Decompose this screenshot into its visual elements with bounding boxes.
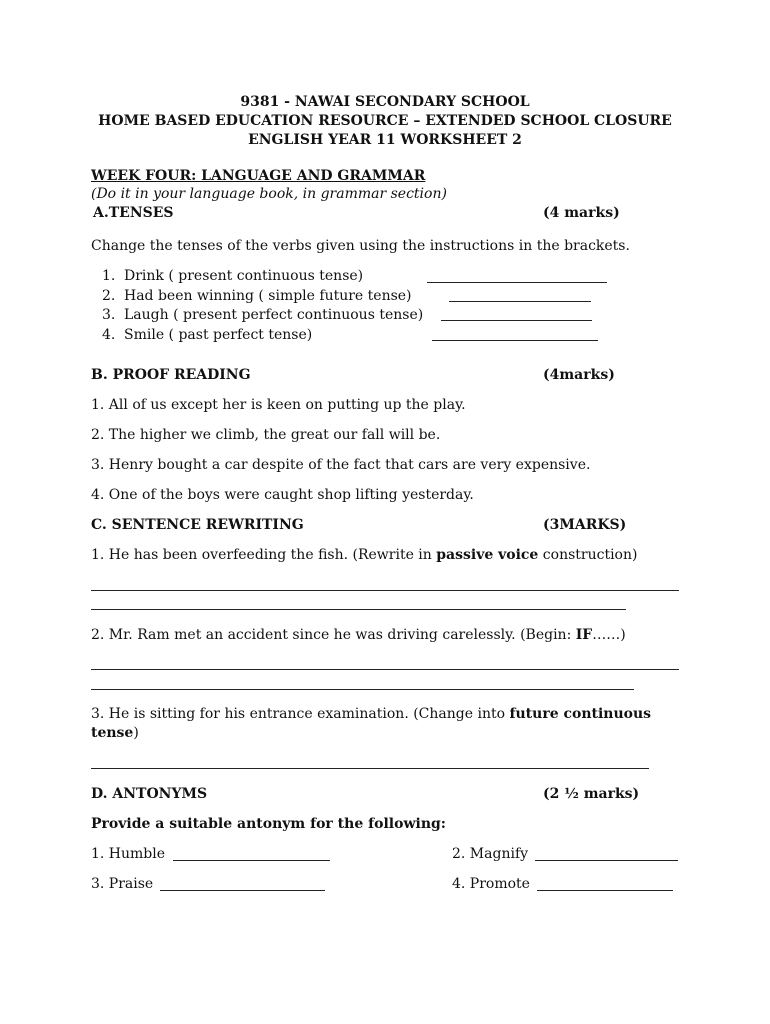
- rewrite-q2-keyword: IF: [575, 627, 593, 643]
- antonyms-heading: D. ANTONYMS: [91, 786, 208, 802]
- antonym-item-4: 4. Promote: [452, 876, 530, 892]
- proof-item-1: 1. All of us except her is keen on putting up the play.: [91, 397, 466, 413]
- antonym-item-2: 2. Magnify: [452, 846, 529, 862]
- tenses-item-3-number: 3.: [102, 307, 116, 323]
- rewrite-question-1: [91, 546, 637, 564]
- proof-heading: B. PROOF READING: [91, 367, 251, 383]
- rewrite-marks: (3MARKS): [543, 517, 627, 533]
- antonyms-marks: (2 ½ marks): [543, 786, 640, 802]
- tenses-answer-line-2[interactable]: [449, 301, 591, 302]
- week-title: WEEK FOUR: LANGUAGE AND GRAMMAR: [91, 168, 426, 184]
- resource-title: HOME BASED EDUCATION RESOURCE – EXTENDED SCHOOL CLOSURE: [98, 113, 672, 129]
- rewrite-answer-line-3[interactable]: [91, 768, 649, 769]
- tenses-item-3: Laugh ( present perfect continuous tense): [124, 307, 424, 323]
- rewrite-answer-line-2b[interactable]: [91, 689, 634, 690]
- rewrite-question-3-cont: [91, 724, 139, 742]
- rewrite-q1-keyword: passive voice: [436, 547, 539, 563]
- rewrite-q2-tail: ……): [592, 627, 626, 643]
- rewrite-q3-keyword-2: tense: [91, 725, 134, 741]
- tenses-item-2: Had been winning ( simple future tense): [124, 288, 412, 304]
- rewrite-answer-line-1b[interactable]: [91, 609, 626, 610]
- proof-item-3: 3. Henry bought a car despite of the fact that cars are very expensive.: [91, 457, 591, 473]
- rewrite-question-2: [91, 626, 626, 644]
- rewrite-q3-tail: ): [133, 725, 139, 741]
- antonym-answer-line-1[interactable]: [173, 860, 330, 861]
- antonym-answer-line-3[interactable]: [160, 890, 325, 891]
- antonyms-instruction: Provide a suitable antonym for the following:: [91, 816, 446, 832]
- proof-marks: (4marks): [543, 367, 615, 383]
- proof-item-2: 2. The higher we climb, the great our fall will be.: [91, 427, 441, 443]
- school-name: 9381 - NAWAI SECONDARY SCHOOL: [240, 94, 530, 110]
- rewrite-q3-keyword: future continuous: [509, 706, 652, 722]
- tenses-answer-line-4[interactable]: [432, 340, 598, 341]
- tenses-instruction: Change the tenses of the verbs given using the instructions in the brackets.: [91, 238, 630, 254]
- tenses-item-1-number: 1.: [102, 268, 116, 284]
- tenses-item-1: Drink ( present continuous tense): [124, 268, 364, 284]
- tenses-marks: (4 marks): [543, 205, 620, 221]
- antonym-item-1: 1. Humble: [91, 846, 166, 862]
- tenses-answer-line-1[interactable]: [427, 282, 607, 283]
- tenses-item-4: Smile ( past perfect tense): [124, 327, 313, 343]
- week-note: (Do it in your language book, in grammar section): [91, 186, 447, 202]
- rewrite-heading: C. SENTENCE REWRITING: [91, 517, 304, 533]
- rewrite-q3-text: 3. He is sitting for his entrance examination. (Change into: [91, 706, 510, 722]
- proof-item-4: 4. One of the boys were caught shop lifting yesterday.: [91, 487, 474, 503]
- rewrite-q1-tail: construction): [538, 547, 638, 563]
- rewrite-answer-line-1a[interactable]: [91, 590, 679, 591]
- antonym-item-3: 3. Praise: [91, 876, 154, 892]
- rewrite-answer-line-2a[interactable]: [91, 669, 679, 670]
- rewrite-q2-text: 2. Mr. Ram met an accident since he was driving carelessly. (Begin:: [91, 627, 576, 643]
- worksheet-title: ENGLISH YEAR 11 WORKSHEET 2: [248, 132, 522, 148]
- rewrite-question-3: [91, 705, 651, 723]
- tenses-item-2-number: 2.: [102, 288, 116, 304]
- tenses-answer-line-3[interactable]: [441, 320, 592, 321]
- rewrite-q1-text: 1. He has been overfeeding the fish. (Rewrite in: [91, 547, 437, 563]
- tenses-item-4-number: 4.: [102, 327, 116, 343]
- tenses-heading: A.TENSES: [93, 205, 174, 221]
- antonym-answer-line-4[interactable]: [537, 890, 673, 891]
- antonym-answer-line-2[interactable]: [535, 860, 678, 861]
